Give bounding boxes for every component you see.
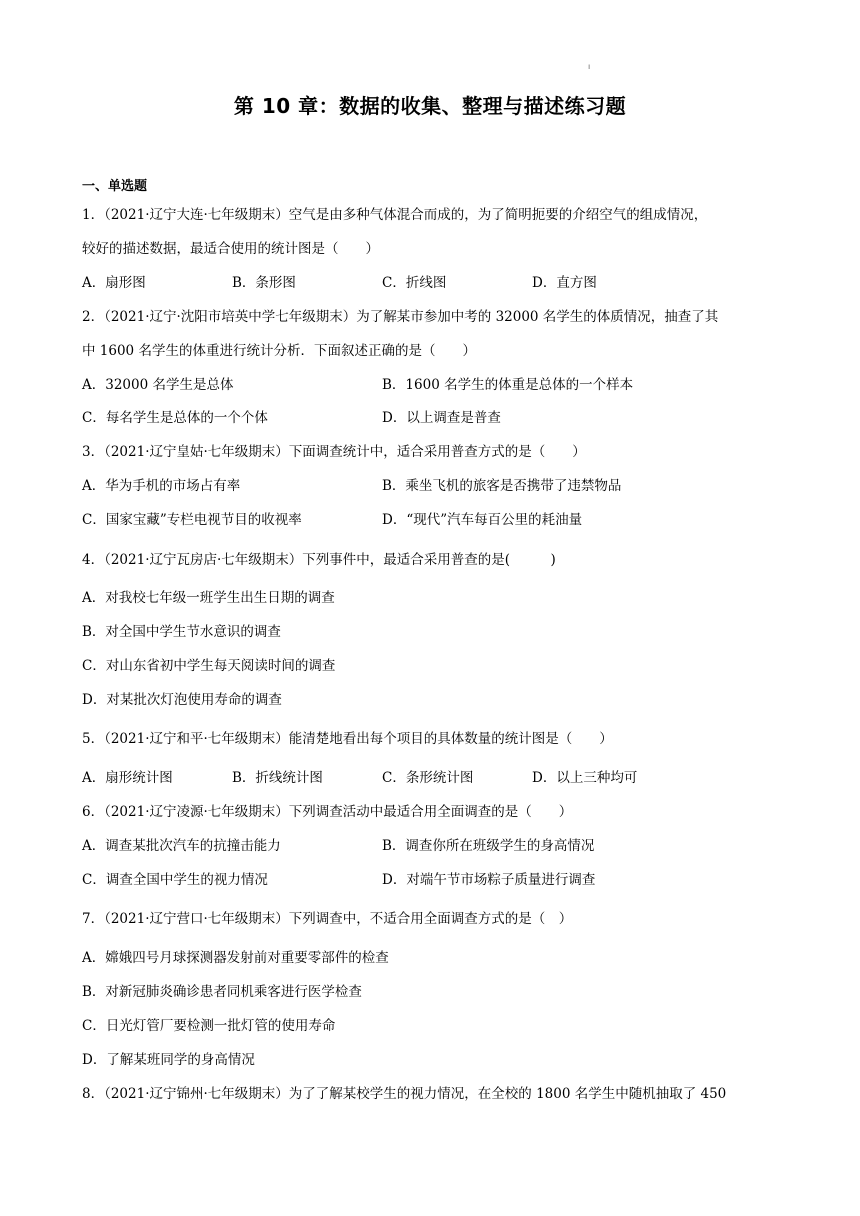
q2-option-a: A．32000 名学生是总体 xyxy=(82,377,234,393)
q4-option-c: C．对山东省初中学生每天阅读时间的调查 xyxy=(82,658,336,674)
q5-option-a: A．扇形统计图 xyxy=(82,770,173,786)
q1-option-a: A．扇形图 xyxy=(82,275,146,291)
page-title: 第 10 章：数据的收集、整理与描述练习题 xyxy=(233,94,627,118)
q7-line-1: 7．（2021·辽宁营口·七年级期末）下列调查中，不适合用全面调查方式的是（ ） xyxy=(82,911,573,927)
q5-option-b: B．折线统计图 xyxy=(232,770,323,786)
q3-option-c: C．国家宝藏”专栏电视节目的收视率 xyxy=(82,512,302,528)
q3-option-d: D．“现代”汽车每百公里的耗油量 xyxy=(382,512,583,528)
q3-line-1: 3．（2021·辽宁皇姑·七年级期末）下面调查统计中，适合采用普查方式的是（ ） xyxy=(82,444,586,460)
q3-option-b: B．乘坐飞机的旅客是否携带了违禁物品 xyxy=(382,478,622,494)
q1-line-1: 1．（2021·辽宁大连·七年级期末）空气是由多种气体混合而成的，为了简明扼要的介绍空气的组成情况， xyxy=(82,207,708,223)
q4-line-1: 4．（2021·辽宁瓦房店·七年级期末）下列事件中，最适合采用普查的是( ) xyxy=(82,552,556,568)
q1-option-c: C．折线图 xyxy=(382,275,447,291)
q3-option-a: A．华为手机的市场占有率 xyxy=(82,478,241,494)
q2-line-1: 2．（2021·辽宁·沈阳市培英中学七年级期末）为了解某市参加中考的 32000 名学生的体质情况，抽查了其 xyxy=(82,309,719,325)
q7-option-d: D．了解某班同学的身高情况 xyxy=(82,1052,255,1068)
q1-option-d: D．直方图 xyxy=(532,275,597,291)
q5-option-c: C．条形统计图 xyxy=(382,770,474,786)
q7-option-a: A．嫦娥四号月球探测器发射前对重要零部件的检查 xyxy=(82,950,389,966)
q7-option-c: C．日光灯管厂要检测一批灯管的使用寿命 xyxy=(82,1018,336,1034)
q6-option-b: B．调查你所在班级学生的身高情况 xyxy=(382,838,595,854)
q2-option-c: C．每名学生是总体的一个个体 xyxy=(82,410,268,426)
q2-line-2: 中 1600 名学生的体重进行统计分析．下面叙述正确的是（ ） xyxy=(82,343,476,359)
q6-option-a: A．调查某批次汽车的抗撞击能力 xyxy=(82,838,281,854)
q5-line-1: 5．（2021·辽宁和平·七年级期末）能清楚地看出每个项目的具体数量的统计图是（ ） xyxy=(82,731,613,747)
q4-option-a: A．对我校七年级一班学生出生日期的调查 xyxy=(82,590,335,606)
q2-option-d: D．以上调查是普查 xyxy=(382,410,501,426)
q6-line-1: 6．（2021·辽宁凌源·七年级期末）下列调查活动中最适合用全面调查的是（ ） xyxy=(82,804,573,820)
section-heading: 一、单选题 xyxy=(82,179,148,194)
q2-option-b: B．1600 名学生的体重是总体的一个样本 xyxy=(382,377,634,393)
q6-option-d: D．对端午节市场粽子质量进行调查 xyxy=(382,872,596,888)
header-mark: ı xyxy=(588,62,591,71)
q6-option-c: C．调查全国中学生的视力情况 xyxy=(82,872,268,888)
q8-line-1: 8．（2021·辽宁锦州·七年级期末）为了了解某校学生的视力情况，在全校的 1800 名学生中随机抽取了 450 xyxy=(82,1086,727,1102)
q1-line-2: 较好的描述数据，最适合使用的统计图是（ ） xyxy=(82,241,379,257)
q4-option-b: B．对全国中学生节水意识的调查 xyxy=(82,624,281,640)
q1-option-b: B．条形图 xyxy=(232,275,296,291)
q7-option-b: B．对新冠肺炎确诊患者同机乘客进行医学检查 xyxy=(82,984,362,1000)
q5-option-d: D．以上三种均可 xyxy=(532,770,638,786)
q4-option-d: D．对某批次灯泡使用寿命的调查 xyxy=(82,692,282,708)
